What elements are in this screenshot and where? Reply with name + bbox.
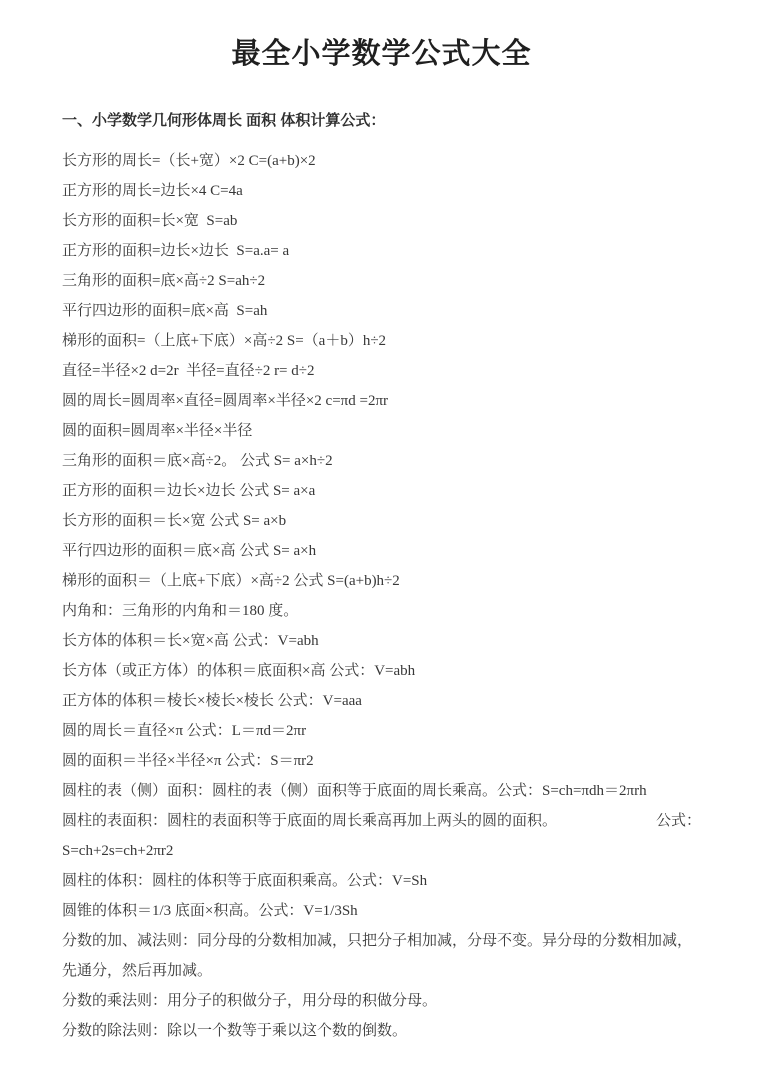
- formula-line: [62, 566, 701, 596]
- formula-line-text: 圆的周长=圆周率×直径=圆周率×半径×2 c=πd =2πr: [62, 393, 389, 409]
- formula-line: [62, 326, 701, 356]
- formula-line-text: 正方形的周长=边长×4 C=4a: [62, 183, 243, 199]
- formula-line: [62, 626, 701, 656]
- formula-line: [62, 986, 701, 1016]
- formula-line: [62, 656, 701, 686]
- formula-line-text: 长方形的周长=（长+宽）×2 C=(a+b)×2: [62, 153, 316, 169]
- formula-line: [62, 296, 701, 326]
- formula-line-text: 正方形的面积＝边长×边长 公式 S= a×a: [62, 483, 316, 499]
- formula-line-text: S=ch+2s=ch+2πr2: [62, 843, 174, 859]
- formula-line: [62, 926, 701, 956]
- formula-line-text: 三角形的面积=底×高÷2 S=ah÷2: [62, 273, 266, 289]
- formula-line: [62, 236, 701, 266]
- formula-line: [62, 386, 701, 416]
- formula-list: [62, 146, 701, 1046]
- formula-line-text: 长方体（或正方体）的体积＝底面积×高 公式：V=abh: [62, 663, 416, 679]
- formula-line-text: 分数的除法则：除以一个数等于乘以这个数的倒数。: [62, 1023, 408, 1039]
- formula-line-text: 圆柱的体积：圆柱的体积等于底面积乘高。公式：V=Sh: [62, 873, 428, 889]
- formula-line-text: 正方体的体积＝棱长×棱长×棱长 公式：V=aaa: [62, 693, 362, 709]
- formula-line: [62, 716, 701, 746]
- formula-line-text: 圆的周长＝直径×π 公式：L＝πd＝2πr: [62, 723, 307, 739]
- formula-line-text: 直径=半径×2 d=2r 半径=直径÷2 r= d÷2: [62, 363, 315, 379]
- formula-line-text: 分数的乘法则：用分子的积做分子，用分母的积做分母。: [62, 993, 438, 1009]
- formula-line: [62, 476, 701, 506]
- formula-line-text: 内角和：三角形的内角和＝180 度。: [62, 603, 299, 619]
- formula-line-text: 圆锥的体积＝1/3 底面×积高。公式：V=1/3Sh: [62, 903, 358, 919]
- formula-line-text: 分数的加、减法则：同分母的分数相加减，只把分子相加减，分母不变。异分母的分数相加减，: [62, 933, 693, 949]
- formula-line-text: 长方体的体积＝长×宽×高 公式：V=abh: [62, 633, 319, 649]
- formula-line: [62, 446, 701, 476]
- formula-line-text: 梯形的面积＝（上底+下底）×高÷2 公式 S=(a+b)h÷2: [62, 573, 400, 589]
- formula-line: [62, 956, 701, 986]
- formula-line: [62, 866, 701, 896]
- formula-line-text: 平行四边形的面积＝底×高 公式 S= a×h: [62, 543, 317, 559]
- formula-line-text: 圆的面积＝半径×半径×π 公式：S＝πr2: [62, 753, 314, 769]
- formula-line: [62, 506, 701, 536]
- formula-line: [62, 146, 701, 176]
- formula-line: [62, 266, 701, 296]
- formula-line-text: 长方形的面积＝长×宽 公式 S= a×b: [62, 513, 287, 529]
- formula-line: [62, 206, 701, 236]
- formula-line: [62, 356, 701, 386]
- formula-line: [62, 416, 701, 446]
- section-heading: 一、小学数学几何形体周长 面积 体积计算公式：: [62, 112, 386, 129]
- formula-line-right: 公式：: [655, 813, 701, 829]
- formula-line: [62, 896, 701, 926]
- formula-line: [62, 1016, 701, 1046]
- formula-line: [62, 836, 701, 866]
- formula-line-text: 正方形的面积=边长×边长 S=a.a= a: [62, 243, 290, 259]
- formula-line-text: 圆的面积=圆周率×半径×半径: [62, 423, 253, 439]
- formula-line: [62, 686, 701, 716]
- formula-line: [62, 746, 701, 776]
- formula-line: [62, 176, 701, 206]
- formula-line-text: 圆柱的表（侧）面积：圆柱的表（侧）面积等于底面的周长乘高。公式：S=ch=πdh＝2πrh: [62, 783, 647, 799]
- formula-line-text: 平行四边形的面积=底×高 S=ah: [62, 303, 268, 319]
- formula-line-text: 三角形的面积＝底×高÷2。 公式 S= a×h÷2: [62, 453, 333, 469]
- formula-line-text: 长方形的面积=长×宽 S=ab: [62, 213, 238, 229]
- formula-line: [62, 596, 701, 626]
- formula-line: [62, 776, 701, 806]
- page-title: 最全小学数学公式大全: [231, 38, 532, 70]
- formula-line-text: 圆柱的表面积：圆柱的表面积等于底面的周长乘高再加上两头的圆的面积。: [62, 813, 558, 829]
- formula-line-text: 梯形的面积=（上底+下底）×高÷2 S=（a＋b）h÷2: [62, 333, 387, 349]
- formula-line-text: 先通分，然后再加减。: [62, 963, 213, 979]
- formula-line: [62, 806, 701, 836]
- formula-line: [62, 536, 701, 566]
